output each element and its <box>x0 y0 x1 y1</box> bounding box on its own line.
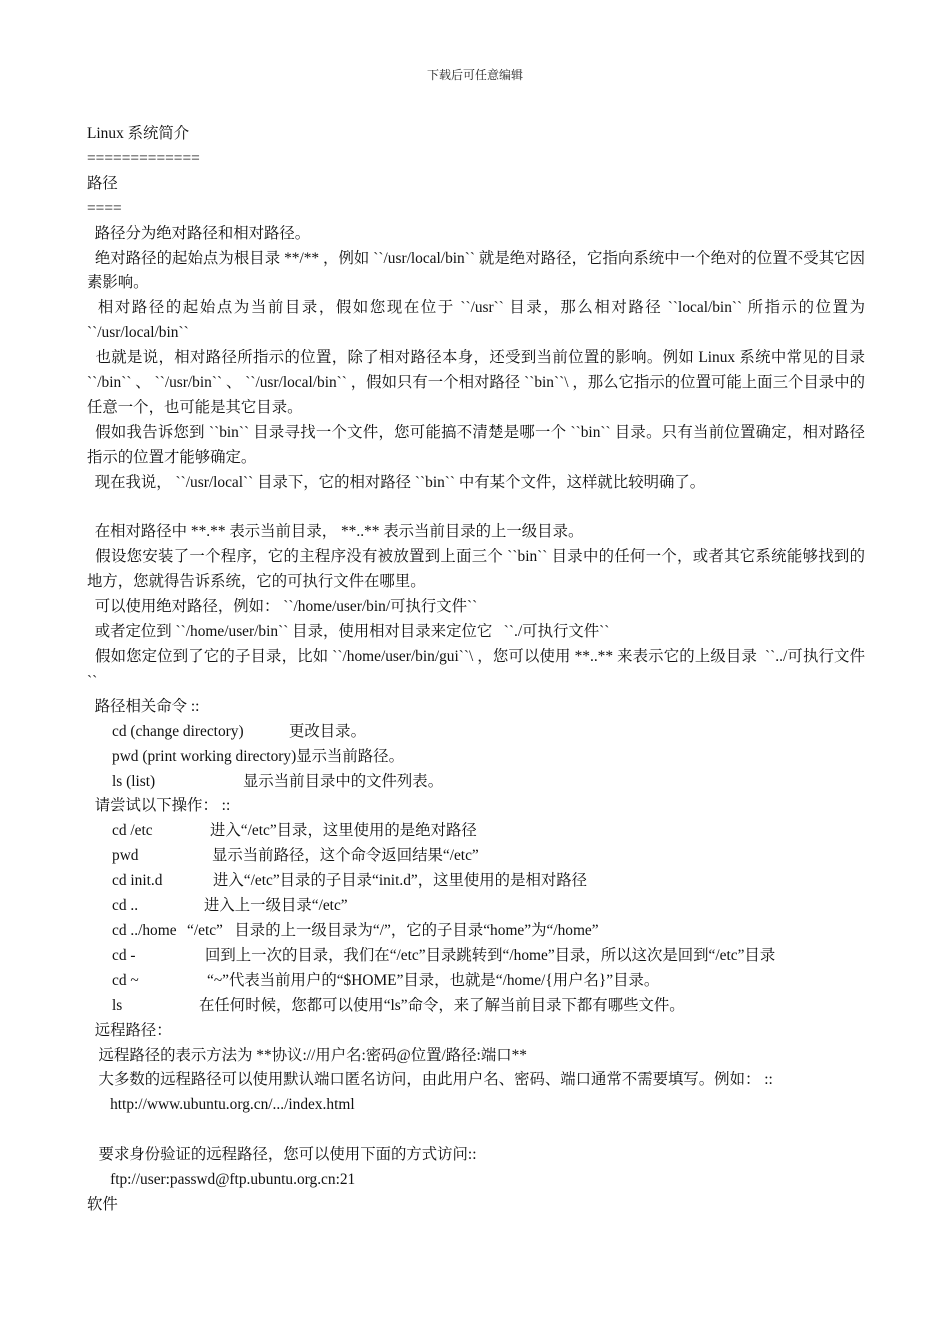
command-desc: 进入上一级目录“/etc” <box>204 897 348 915</box>
command-text: cd .. <box>112 897 139 915</box>
paragraph: 在相对路径中 **.** 表示当前目录， **..** 表示当前目录的上一级目录。 <box>87 523 584 541</box>
command-line <box>87 919 865 944</box>
paragraph: 路径分为绝对路径和相对路径。 <box>87 224 311 242</box>
command-text: pwd (print working directory) <box>112 747 297 765</box>
command-text: ls (list) <box>112 772 156 790</box>
command-text: cd init.d <box>112 872 163 890</box>
blank-line <box>87 496 865 521</box>
command-text: pwd <box>112 847 139 865</box>
paragraph: 或者定位到 ``/home/user/bin`` 目录，使用相对目录来定位它 ``./可执行文件`` <box>87 623 610 641</box>
command-line <box>87 969 865 994</box>
doc-title: Linux 系统简介 <box>87 125 190 142</box>
command-line <box>87 745 865 770</box>
paragraph: 要求身份验证的远程路径，您可以使用下面的方式访问:: <box>87 1146 477 1164</box>
paragraph: 假如您定位到了它的子目录，比如 ``/home/user/bin/gui``\ ，您可以使用 **..** 来表示它的上级目录 ``../可执行文件`` <box>87 648 865 690</box>
command-desc: 显示当前目录中的文件列表。 <box>243 772 444 790</box>
command-line <box>87 720 865 745</box>
paragraph: 绝对路径的起始点为根目录 **/** ，例如 ``/usr/local/bin`` 就是绝对路径，它指向系统中一个绝对的位置不受其它因素影响。 <box>87 249 865 292</box>
command-desc: 在任何时候，您都可以使用“ls”命令，来了解当前目录下都有哪些文件。 <box>199 996 685 1014</box>
command-line <box>87 944 865 969</box>
command-line <box>87 770 865 795</box>
paragraph: 可以使用绝对路径，例如： ``/home/user/bin/可执行文件`` <box>87 598 478 616</box>
command-text: cd - <box>112 946 136 964</box>
command-text: ls <box>112 996 123 1014</box>
paragraph: 远程路径的表示方法为 **协议://用户名:密码@位置/路径:端口** <box>87 1046 527 1064</box>
command-text: cd /etc <box>112 822 153 840</box>
paragraph: 假设您安装了一个程序，它的主程序没有被放置到上面三个 ``bin`` 目录中的任何一个，或者其它系统能够找到的地方，您就得告诉系统，它的可执行文件在哪里。 <box>87 548 865 591</box>
command-desc: “/etc” 目录的上一级目录为“/”，它的子目录“home”为“/home” <box>187 921 599 939</box>
command-desc: 回到上一次的目录，我们在“/etc”目录跳转到“/home”目录，所以这次是回到“/etc”目录 <box>205 946 776 964</box>
command-line <box>87 869 865 894</box>
section-underline: ==== <box>87 199 122 217</box>
command-text: cd ../home <box>112 921 177 939</box>
paragraph: 也就是说，相对路径所指示的位置，除了相对路径本身，还受到当前位置的影响。例如 Linux 系统中常见的目录 ``/bin`` 、 ``/usr/bin`` 、 ``/usr/local/bin`` ，假如只有一个相对路径 ``bin``\ ，那么它指示的位置可能上面三个目录中的任意一个，也可能是其它目录。 <box>87 349 869 416</box>
paragraph: 现在我说， ``/usr/local`` 目录下，它的相对路径 ``bin`` 中有某个文件，这样就比较明确了。 <box>87 473 706 491</box>
section-heading-path: 路径 <box>87 174 118 192</box>
command-line <box>87 994 865 1019</box>
command-desc: “~”代表当前用户的“$HOME”目录，也就是“/home/{用户名}”目录。 <box>207 971 660 989</box>
command-text: cd (change directory) <box>112 722 244 740</box>
paragraph: 相对路径的起始点为当前目录，假如您现在位于 ``/usr`` 目录，那么相对路径 ``local/bin`` 所指示的位置为 ``/usr/local/bin`` <box>87 299 869 342</box>
example-url: http://www.ubuntu.org.cn/.../index.html <box>87 1096 355 1114</box>
paragraph: 请尝试以下操作： :: <box>87 797 231 815</box>
example-url: ftp://user:passwd@ftp.ubuntu.org.cn:21 <box>87 1171 356 1189</box>
command-desc: 进入“/etc”目录的子目录“init.d”，这里使用的是相对路径 <box>213 872 588 890</box>
command-desc: 更改目录。 <box>289 722 366 740</box>
command-desc: 显示当前路径，这个命令返回结果“/etc” <box>212 847 479 865</box>
command-line <box>87 894 865 919</box>
title-underline: ============= <box>87 149 200 167</box>
section-heading-software: 软件 <box>87 1195 118 1213</box>
command-desc: 显示当前路径。 <box>296 747 404 765</box>
page-header: 下载后可任意编辑 <box>426 68 523 82</box>
command-line <box>87 844 865 869</box>
blank-line <box>87 1118 865 1143</box>
command-desc: 进入“/etc”目录，这里使用的是绝对路径 <box>210 822 477 840</box>
command-text: cd ~ <box>112 971 139 989</box>
command-line <box>87 819 865 844</box>
paragraph: 路径相关命令 :: <box>87 697 200 715</box>
paragraph: 大多数的远程路径可以使用默认端口匿名访问，由此用户名、密码、端口通常不需要填写。例如： :: <box>87 1071 773 1089</box>
document-body <box>87 122 869 1218</box>
paragraph: 远程路径： <box>87 1021 172 1039</box>
paragraph: 假如我告诉您到 ``bin`` 目录寻找一个文件，您可能搞不清楚是哪一个 ``bin`` 目录。只有当前位置确定，相对路径指示的位置才能够确定。 <box>87 423 865 466</box>
